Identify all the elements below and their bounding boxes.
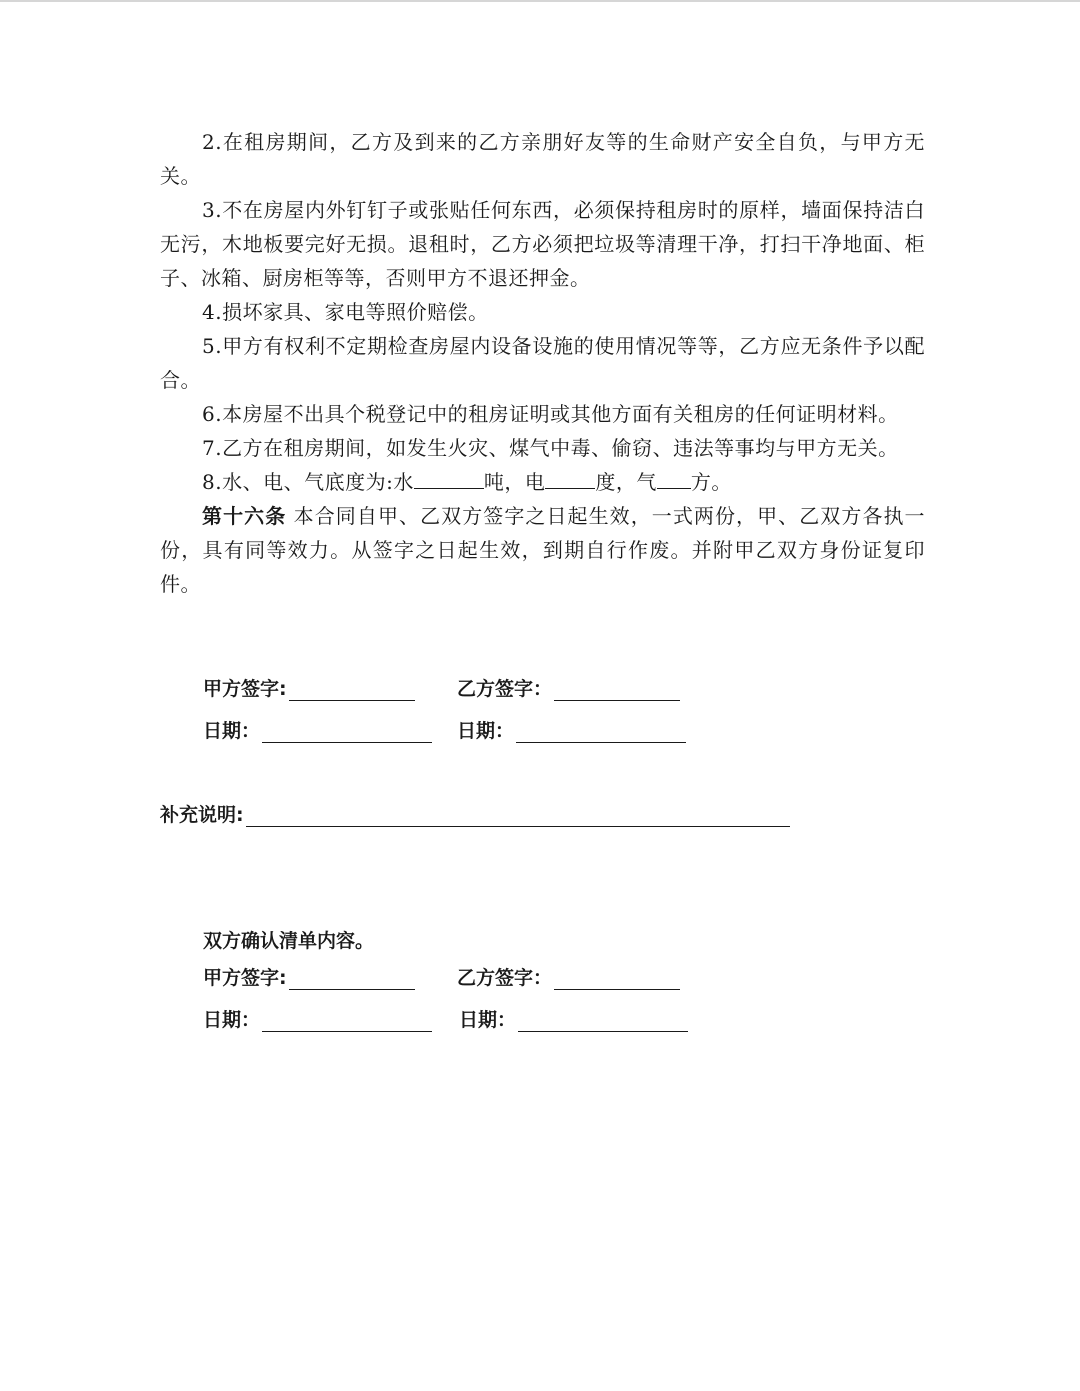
party-b-date-line[interactable]	[516, 722, 686, 743]
party-b-signature	[457, 963, 680, 990]
party-b-date	[457, 716, 686, 743]
article-16-text: 本合同自甲、乙双方签字之日起生效，一式两份，甲、乙双方各执一份，具有同等效力。从签字之日起生效，到期自行作废。并附甲乙双方身份证复印件。	[160, 504, 926, 596]
party-a-signature-label: 甲方签字:	[203, 967, 287, 989]
party-a-signature	[203, 674, 415, 701]
party-b-date-label: 日期：	[459, 1009, 517, 1031]
clause-item-8	[160, 465, 925, 499]
party-a-date	[203, 1005, 432, 1032]
contract-body	[160, 125, 925, 601]
party-a-date-label: 日期：	[203, 720, 261, 742]
supplement-note	[160, 800, 790, 827]
party-a-date-line[interactable]	[262, 1011, 432, 1032]
party-b-signature-line[interactable]	[554, 680, 680, 701]
supplement-label: 补充说明:	[160, 804, 244, 826]
top-border-rule	[0, 0, 1080, 2]
gas-reading-blank	[657, 466, 691, 489]
party-a-signature-line[interactable]	[289, 969, 415, 990]
article-16	[160, 499, 925, 601]
party-a-signature	[203, 963, 415, 990]
party-a-signature-label: 甲方签字:	[203, 678, 287, 700]
party-a-date-label: 日期：	[203, 1009, 261, 1031]
clause-item-5: 5.甲方有权利不定期检查房屋内设备设施的使用情况等等，乙方应无条件予以配合。	[160, 334, 925, 392]
power-reading-blank	[545, 466, 595, 489]
water-reading-blank	[414, 466, 484, 489]
gas-unit: 方。	[690, 470, 732, 494]
party-b-signature-line[interactable]	[554, 969, 680, 990]
article-16-heading: 第十六条	[202, 504, 287, 528]
supplement-line[interactable]	[246, 806, 790, 827]
party-b-signature	[457, 674, 680, 701]
clause-item-3: 3.不在房屋内外钉钉子或张贴任何东西，必须保持租房时的原样，墙面保持洁白无污，木地板要完好无损。退租时，乙方必须把垃圾等清理干净，打扫干净地面、柜子、冰箱、厨房柜等等，否则甲方不退还押金。	[160, 198, 925, 290]
party-a-date	[203, 716, 432, 743]
party-b-date-label: 日期：	[457, 720, 515, 742]
clause-item-2: 2.在租房期间，乙方及到来的乙方亲朋好友等的生命财产安全自负，与甲方无关。	[160, 130, 925, 188]
water-unit: 吨，电	[483, 470, 546, 494]
party-a-signature-line[interactable]	[289, 680, 415, 701]
party-a-date-line[interactable]	[262, 722, 432, 743]
meter-reading-prefix: 8.水、电、气底度为:水	[202, 470, 414, 494]
party-b-date	[459, 1005, 688, 1032]
power-unit: 度，气	[595, 470, 657, 494]
clause-item-4: 4.损坏家具、家电等照价赔偿。	[202, 300, 489, 324]
party-b-signature-label: 乙方签字：	[457, 678, 553, 700]
clause-item-6: 6.本房屋不出具个税登记中的租房证明或其他方面有关租房的任何证明材料。	[202, 402, 899, 426]
confirm-list-title: 双方确认清单内容。	[203, 930, 375, 952]
clause-item-7: 7.乙方在租房期间，如发生火灾、煤气中毒、偷窃、违法等事均与甲方无关。	[202, 436, 899, 460]
party-b-date-line[interactable]	[518, 1011, 688, 1032]
party-b-signature-label: 乙方签字：	[457, 967, 553, 989]
